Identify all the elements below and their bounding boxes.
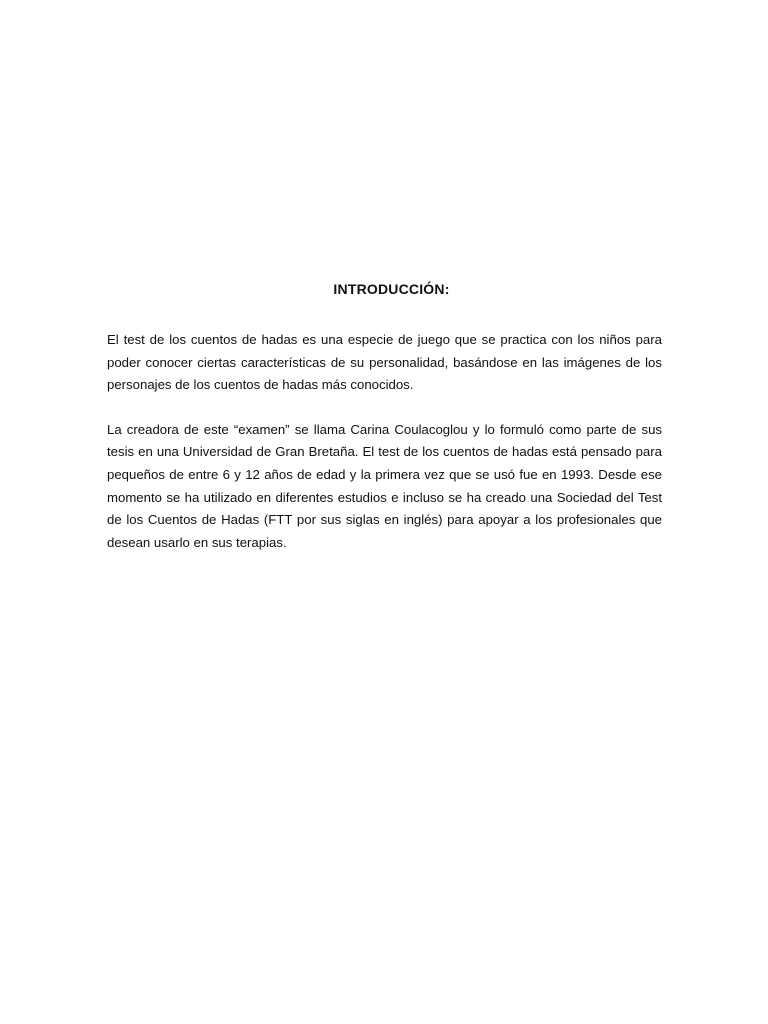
paragraph-origin: La creadora de este “examen” se llama Carina Coulacoglou y lo formuló como parte de sus tesis en una Universidad de Gran Bretaña. El test de los cuentos de hadas está pensado para pequeños de entre 6 y 12 años de edad y la primera vez que se usó fue en 1993. Desde ese momento se ha utilizado en diferentes estudios e incluso se ha creado una Sociedad del Test de los Cuentos de Hadas (FTT por sus siglas en inglés) para apoyar a los profesionales que desean usarlo en sus terapias.	[107, 421, 662, 550]
document-content	[107, 280, 662, 554]
paragraph-intro: El test de los cuentos de hadas es una especie de juego que se practica con los niños para poder conocer ciertas características de su personalidad, basándose en las imágenes de los personajes de los cuentos de hadas más conocidos.	[107, 332, 662, 393]
document-title: INTRODUCCIÓN:	[333, 281, 450, 297]
